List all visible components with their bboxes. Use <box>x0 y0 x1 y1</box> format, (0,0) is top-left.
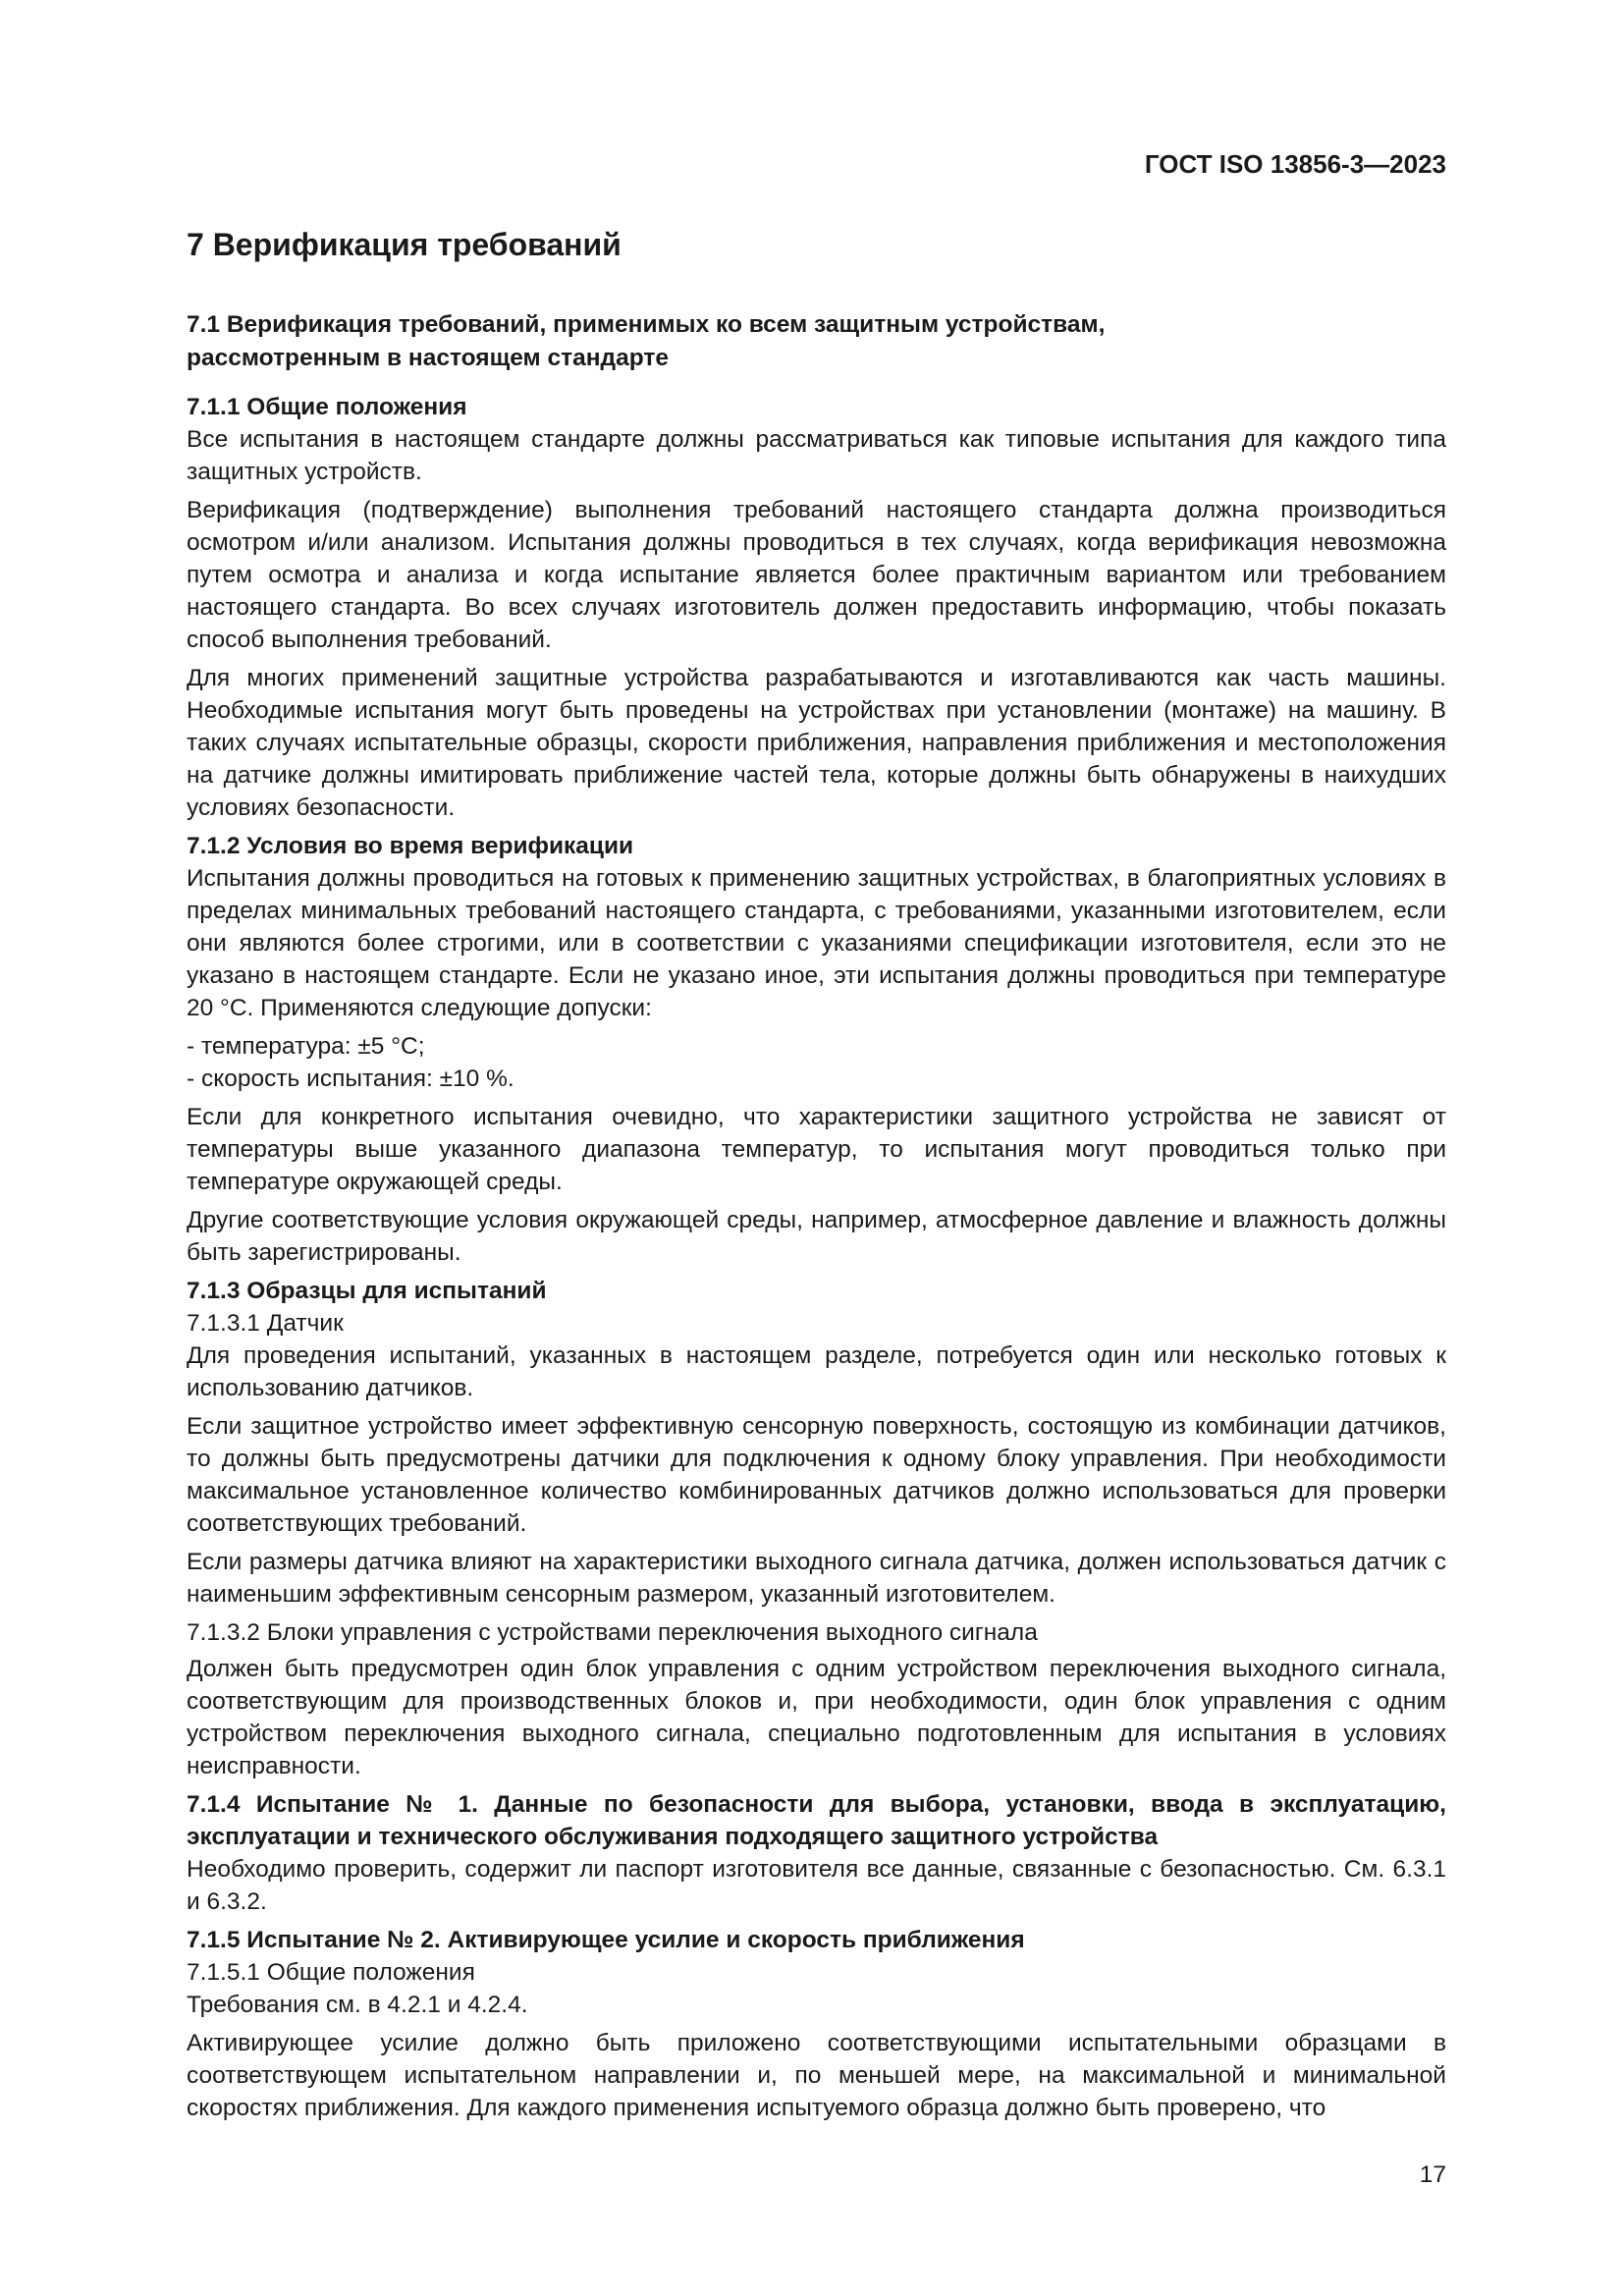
page-number: 17 <box>1419 2161 1446 2188</box>
subsection-7-1-5-heading: 7.1.5 Испытание № 2. Активирующее усилие и скорость приближения <box>187 1927 1025 1953</box>
paragraph: Испытания должны проводиться на готовых к применению защитных устройствах, в благоприятных условиях в пределах минимальных требований настоящего стандарта, с требованиями, указанными изготовителем, если они являются более строгими, или в соответствии с указаниями спецификации изготовителя, если это не указано в настоящем стандарте. Если не указано иное, эти испытания должны проводиться при температуре 20 °С. Применяются следующие допуски: <box>187 865 1446 1021</box>
paragraph: Необходимо проверить, содержит ли паспорт изготовителя все данные, связанные с безопасностью. См. 6.3.1 и 6.3.2. <box>187 1856 1446 1915</box>
page-content <box>187 224 1446 2130</box>
subsection-7-1-1-heading: 7.1.1 Общие положения <box>187 394 467 420</box>
paragraph: Все испытания в настоящем стандарте должны рассматриваться как типовые испытания для каждого типа защитных устройств. <box>187 426 1446 485</box>
paragraph: Требования см. в 4.2.1 и 4.2.4. <box>187 1992 528 2018</box>
paragraph: Активирующее усилие должно быть приложено соответствующими испытательными образцами в соответствующем испытательном направлении и, по меньшей мере, на максимальной и минимальной скоростях приближения. Для каждого применения испытуемого образца должно быть проверено, что <box>187 2030 1446 2121</box>
section-title: 7 Верификация требований <box>187 227 622 262</box>
paragraph: Если для конкретного испытания очевидно, что характеристики защитного устройства не зависят от температуры выше указанного диапазона температур, то испытания могут проводиться только при температуре окружающей среды. <box>187 1104 1446 1195</box>
paragraph: Верификация (подтверждение) выполнения требований настоящего стандарта должна производиться осмотром и/или анализом. Испытания должны проводиться в тех случаях, когда верификация невозможна путем осмотра и анализа и когда испытание является более практичным вариантом или требованием настоящего стандарта. Во всех случаях изготовитель должен предоставить информацию, чтобы показать способ выполнения требований. <box>187 497 1446 653</box>
list-item: - скорость испытания: ±10 %. <box>187 1066 514 1092</box>
subsection-7-1-4-heading: 7.1.4 Испытание № 1. Данные по безопасности для выбора, установки, ввода в эксплуатацию, эксплуатации и технического обслуживания подходящего защитного устройства <box>187 1791 1446 1850</box>
list-item: - температура: ±5 °С; <box>187 1033 425 1060</box>
document-id: ГОСТ ISO 13856-3—2023 <box>1144 149 1446 179</box>
subsection-7-1-3-heading: 7.1.3 Образцы для испытаний <box>187 1278 547 1304</box>
paragraph: Если размеры датчика влияют на характеристики выходного сигнала датчика, должен использоваться датчик с наименьшим эффективным сенсорным размером, указанный изготовителем. <box>187 1549 1446 1608</box>
paragraph: Для многих применений защитные устройства разрабатываются и изготавливаются как часть машины. Необходимые испытания могут быть проведены на устройствах при установлении (монтаже) на машину. В таких случаях испытательные образцы, скорости приближения, направления приближения и местоположения на датчике должны имитировать приближение частей тела, которые должны быть обнаружены в наихудших условиях безопасности. <box>187 665 1446 821</box>
paragraph: Если защитное устройство имеет эффективную сенсорную поверхность, состоящую из комбинации датчиков, то должны быть предусмотрены датчики для подключения к одному блоку управления. При необходимости максимальное установленное количество комбинированных датчиков должно использоваться для проверки соответствующих требований. <box>187 1413 1446 1537</box>
subsection-7-1-3-2-heading: 7.1.3.2 Блоки управления с устройствами переключения выходного сигнала <box>187 1619 1038 1646</box>
paragraph: Другие соответствующие условия окружающей среды, например, атмосферное давление и влажность должны быть зарегистрированы. <box>187 1207 1446 1266</box>
subsection-7-1-5-1-heading: 7.1.5.1 Общие положения <box>187 1959 475 1986</box>
paragraph: Для проведения испытаний, указанных в настоящем разделе, потребуется один или несколько готовых к использованию датчиков. <box>187 1342 1446 1401</box>
subsection-7-1-2-heading: 7.1.2 Условия во время верификации <box>187 833 634 859</box>
subsection-7-1-heading: 7.1 Верификация требований, применимых ко всем защитным устройствам, рассмотренным в настоящем стандарте <box>187 311 1106 371</box>
paragraph: Должен быть предусмотрен один блок управления с одним устройством переключения выходного сигнала, соответствующим для производственных блоков и, при необходимости, один блок управления с одним устройством переключения выходного сигнала, специально подготовленным для испытания в условиях неисправности. <box>187 1656 1446 1779</box>
subsection-7-1-3-1-heading: 7.1.3.1 Датчик <box>187 1310 344 1337</box>
